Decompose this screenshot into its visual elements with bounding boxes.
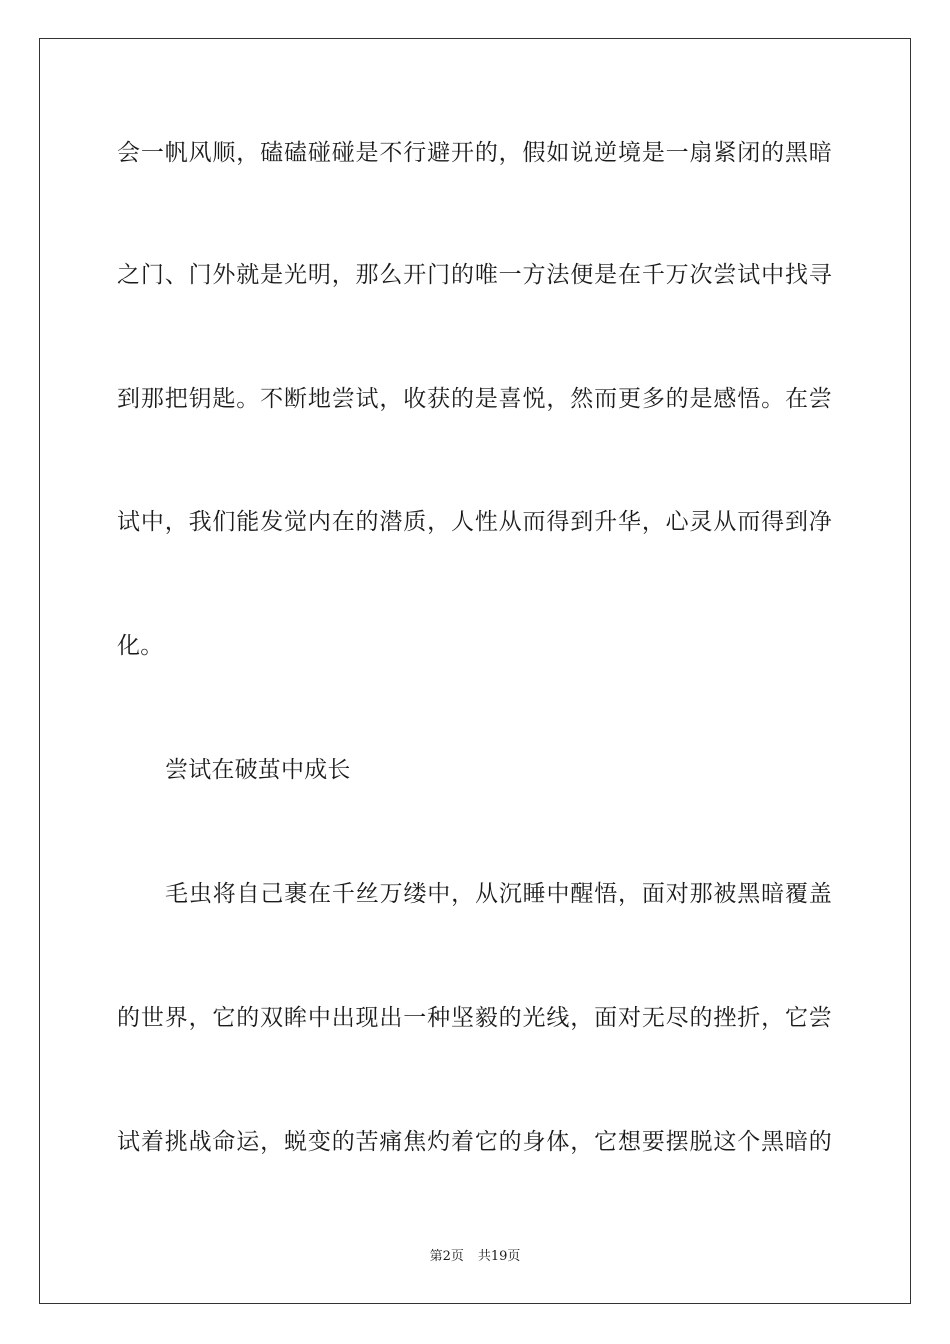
paragraph-line-3: 试着挑战命运，蜕变的苦痛焦灼着它的身体，它想要摆脱这个黑暗的 [117,1129,832,1155]
body-text-line-1: 会一帆风顺，磕磕碰碰是不行避开的，假如说逆境是一扇紧闭的黑暗 [117,140,832,166]
body-text-line-4: 试中，我们能发觉内在的潜质，人性从而得到升华，心灵从而得到净 [117,509,832,535]
body-text-line-3: 到那把钥匙。不断地尝试，收获的是喜悦，然而更多的是感悟。在尝 [117,386,832,412]
page-border [39,38,911,1304]
paragraph-line-2: 的世界，它的双眸中出现出一种坚毅的光线，面对无尽的挫折，它尝 [117,1005,832,1031]
section-heading: 尝试在破茧中成长 [165,757,351,783]
body-text-line-2: 之门、门外就是光明，那么开门的唯一方法便是在千万次尝试中找寻 [117,262,832,288]
total-pages: 共19页 [477,1249,521,1264]
page-number: 第2页 [429,1249,464,1264]
body-text-line-5: 化。 [117,633,164,659]
page-footer [0,1248,950,1266]
paragraph-line-1: 毛虫将自己裹在千丝万缕中，从沉睡中醒悟，面对那被黑暗覆盖 [165,881,832,907]
